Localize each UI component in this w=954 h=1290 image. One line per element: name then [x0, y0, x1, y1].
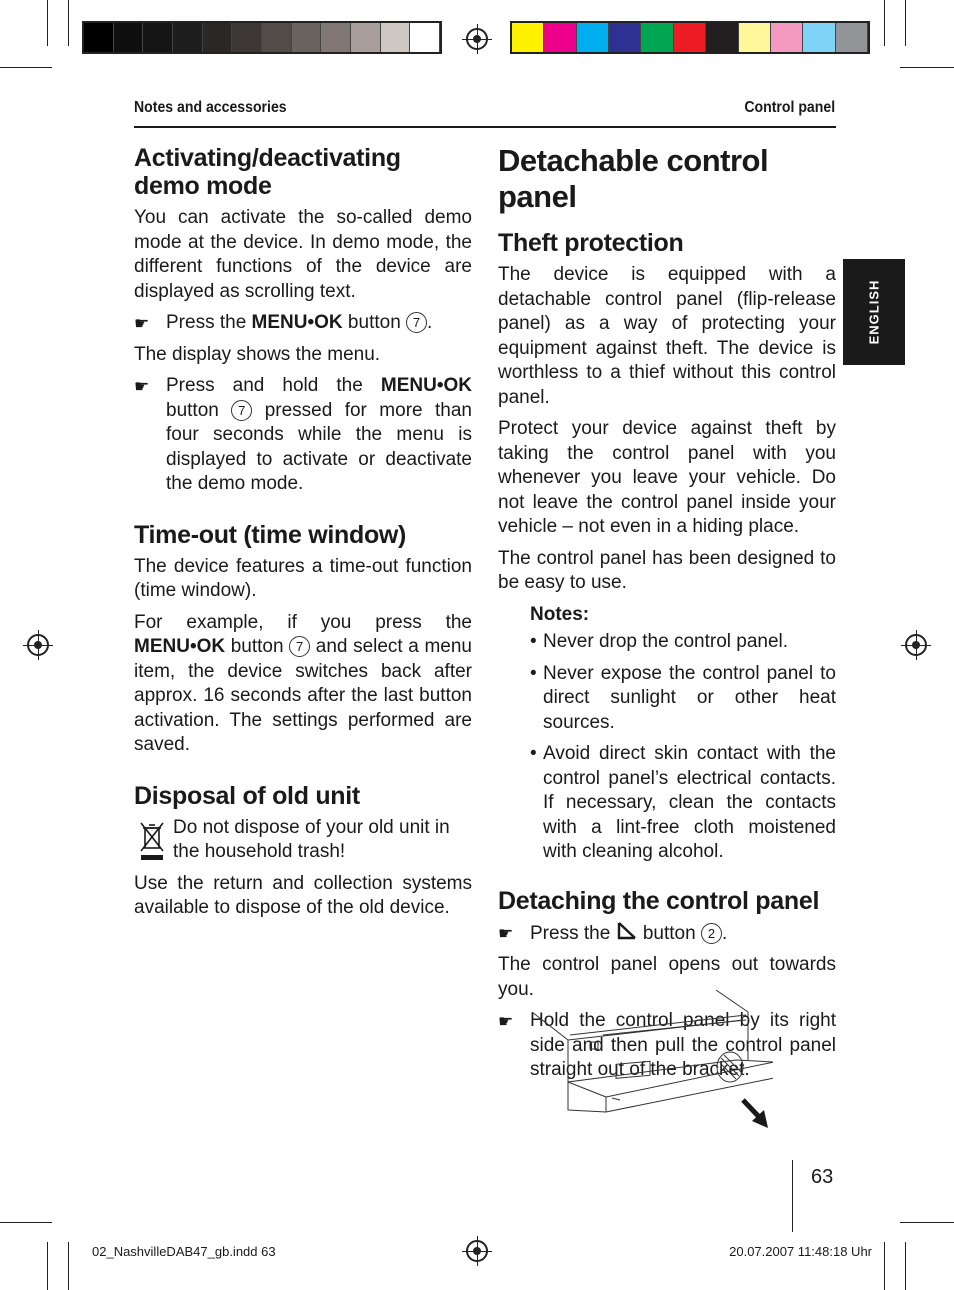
right-column [498, 143, 836, 1090]
file-slug: 02_NashvilleDAB47_gb.indd 63 [92, 1244, 276, 1259]
running-header-right: Control panel [744, 99, 835, 116]
page-title: Detachable control panel [498, 143, 769, 214]
note-item: • Never expose the control panel to direct sunlight or other heat sources. [530, 662, 836, 736]
color-swatch [114, 23, 144, 52]
timeout-p2: For example, if you press the MENU•OK button 7 and select a menu item, the device switches back after approx. 16 seconds after the last button activation. The settings performed are saved. [134, 611, 473, 755]
color-swatch [351, 23, 381, 52]
color-swatch [410, 23, 440, 52]
color-swatch [84, 23, 114, 52]
color-swatch [803, 23, 835, 52]
header-rule [134, 126, 836, 128]
theft-p1: The device is equipped with a detachable control panel (flip-release panel) as a way of protecting your equipment against theft. The device is worthless to a thief without this control panel. [498, 264, 836, 408]
crop-mark [47, 1242, 48, 1290]
color-swatch [203, 23, 233, 52]
demo-result: The display shows the menu. [134, 343, 381, 365]
disposal-heading: Disposal of old unit [134, 781, 360, 810]
color-swatch [706, 23, 738, 52]
device-illustration [528, 990, 773, 1130]
disposal-paragraph: Use the return and collection systems available to dispose of the old device. [134, 872, 472, 918]
color-swatch [232, 23, 262, 52]
note-item: • Never drop the control panel. [530, 630, 836, 655]
color-swatch [173, 23, 203, 52]
pointing-hand-icon: ☛ [498, 1012, 514, 1031]
crop-mark [68, 1242, 69, 1290]
date-slug: 20.07.2007 11:48:18 Uhr [729, 1244, 872, 1259]
crop-mark [900, 67, 954, 68]
button-number-badge: 7 [406, 312, 427, 333]
menu-ok-key: MENU•OK [134, 636, 226, 657]
color-swatch [577, 23, 609, 52]
crop-mark [884, 0, 885, 46]
page-number-rule [792, 1160, 793, 1232]
color-swatch [609, 23, 641, 52]
detach-step-1: ☛ Press the button 2 . [498, 921, 836, 947]
demo-intro: You can activate the so-called demo mode at the device. In demo mode, the different functions of the device are displayed as scrolling text. [134, 207, 472, 302]
pointing-hand-icon: ☛ [498, 923, 514, 943]
page-number: 63 [811, 1166, 834, 1188]
button-number-badge: 7 [289, 636, 310, 657]
color-swatch [641, 23, 673, 52]
crop-mark [884, 1242, 885, 1290]
color-swatch [143, 23, 173, 52]
language-tab [843, 259, 905, 365]
detach-result: The control panel opens out towards you. [498, 954, 836, 1000]
demo-step-1: ☛ Press the MENU•OK button 7 . [134, 311, 472, 336]
crossed-out-bin-icon [138, 820, 166, 862]
crop-mark [0, 1222, 52, 1223]
color-swatch [771, 23, 803, 52]
color-swatch [739, 23, 771, 52]
button-number-badge: 2 [701, 923, 722, 944]
registration-mark-icon [466, 1240, 488, 1262]
release-button-icon [616, 921, 638, 941]
note-item: • Avoid direct skin contact with the control panel’s electrical contacts. If necessary, clean the contacts with a lint-free cloth moistened with cleaning alcohol. [530, 742, 836, 865]
button-number-badge: 7 [231, 400, 252, 421]
crop-mark [47, 0, 48, 46]
pointing-hand-icon: ☛ [134, 314, 150, 333]
left-column [134, 144, 472, 928]
color-swatch [512, 23, 544, 52]
notes-title: Notes: [530, 603, 590, 625]
theft-p2: Protect your device against theft by taking the control panel with you whenever you leave your vehicle. Do not leave the control panel inside your vehicle – not even in a hiding place. [498, 418, 836, 537]
detach-step-2: ☛ Hold the control panel by its right side and then pull the control panel straight out of the bracket. [498, 1010, 836, 1080]
process-color-bar [510, 21, 870, 54]
running-header-left: Notes and accessories [134, 99, 287, 116]
color-swatch [292, 23, 322, 52]
crop-mark [905, 0, 906, 46]
menu-ok-key: MENU•OK [380, 375, 472, 396]
color-swatch [381, 23, 411, 52]
color-swatch [544, 23, 576, 52]
color-swatch [321, 23, 351, 52]
language-tab-label: ENGLISH [866, 279, 882, 345]
crop-mark [0, 67, 52, 68]
registration-mark-icon [905, 634, 927, 656]
disposal-warning: Do not dispose of your old unit in the household trash! [134, 816, 472, 865]
theft-p3: The control panel has been designed to be easy to use. [498, 547, 836, 593]
registration-mark-icon [466, 28, 488, 50]
color-swatch [262, 23, 292, 52]
pointing-hand-icon: ☛ [134, 377, 150, 396]
crop-mark [905, 1242, 906, 1290]
color-swatch [836, 23, 868, 52]
grayscale-color-bar [82, 21, 442, 54]
timeout-heading: Time-out (time window) [134, 520, 407, 549]
detaching-heading: Detaching the control panel [498, 886, 820, 915]
registration-mark-icon [27, 634, 49, 656]
notes-box [530, 603, 836, 865]
theft-heading: Theft protection [498, 229, 684, 257]
demo-heading: Activating/deactivating demo mode [134, 144, 401, 200]
timeout-p1: The device features a time-out function (time window). [134, 555, 472, 601]
demo-step-2: ☛ Press and hold the MENU•OK button 7 pressed for more than four seconds while the menu is displayed to activate or deactivate the demo mode. [134, 375, 473, 494]
crop-mark [900, 1222, 954, 1223]
crop-mark [68, 0, 69, 46]
menu-ok-key: MENU•OK [251, 312, 343, 333]
color-swatch [674, 23, 706, 52]
